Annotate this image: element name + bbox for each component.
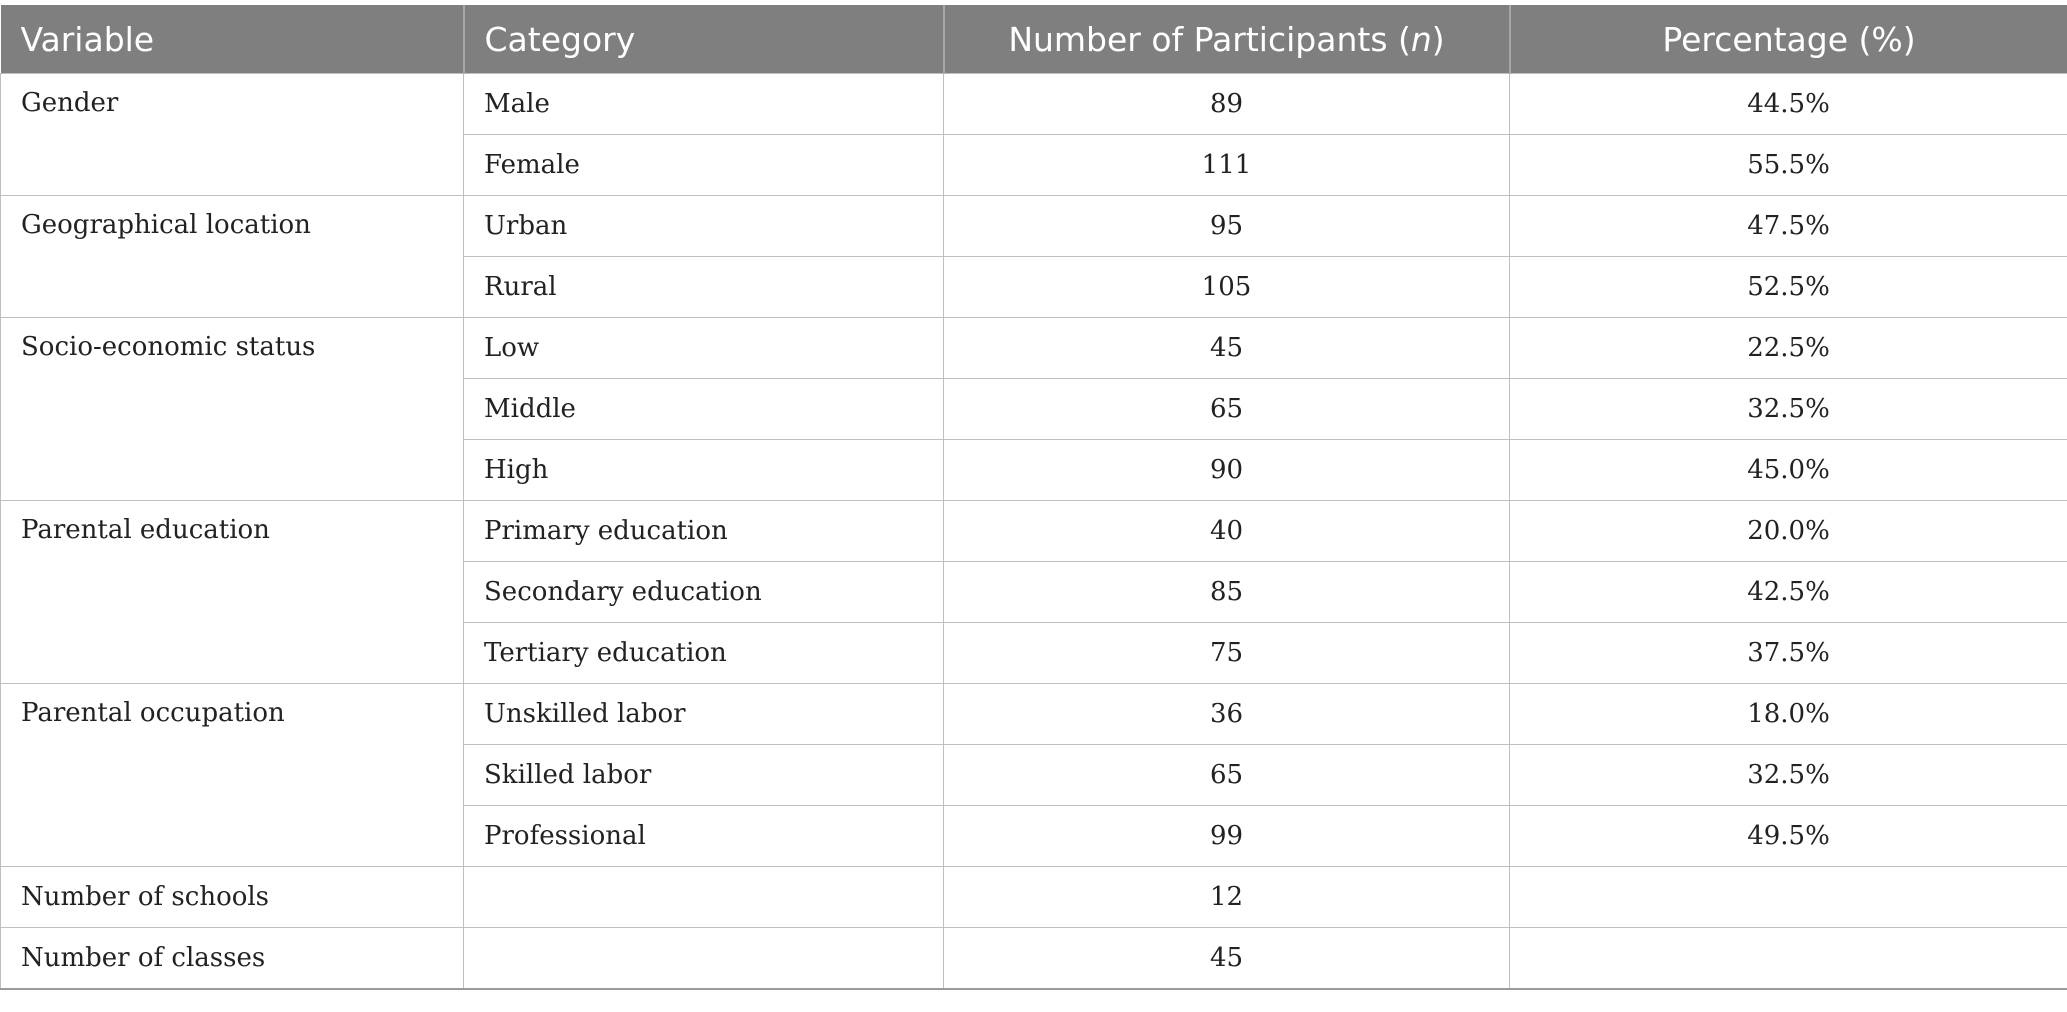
category-cell bbox=[464, 867, 944, 928]
percentage-cell: 22.5% bbox=[1510, 318, 2067, 379]
participants-cell: 45 bbox=[944, 928, 1510, 990]
table-row bbox=[1, 318, 2067, 379]
header-participants-prefix: Number of Participants ( bbox=[1008, 19, 1411, 59]
percentage-cell: 37.5% bbox=[1510, 623, 2067, 684]
participants-cell: 12 bbox=[944, 867, 1510, 928]
header-participants-suffix: ) bbox=[1431, 19, 1445, 59]
percentage-cell: 49.5% bbox=[1510, 806, 2067, 867]
percentage-cell: 55.5% bbox=[1510, 135, 2067, 196]
variable-cell: Gender bbox=[1, 74, 464, 196]
participants-cell: 75 bbox=[944, 623, 1510, 684]
participants-cell: 99 bbox=[944, 806, 1510, 867]
table-row bbox=[1, 501, 2067, 562]
percentage-cell: 20.0% bbox=[1510, 501, 2067, 562]
category-cell: Skilled labor bbox=[464, 745, 944, 806]
participants-cell: 65 bbox=[944, 379, 1510, 440]
percentage-cell: 44.5% bbox=[1510, 74, 2067, 135]
table-row bbox=[1, 74, 2067, 135]
demographics-table-container bbox=[0, 5, 2067, 990]
header-percentage: Percentage (%) bbox=[1510, 5, 2067, 74]
participants-cell: 89 bbox=[944, 74, 1510, 135]
percentage-cell: 45.0% bbox=[1510, 440, 2067, 501]
demographics-table bbox=[0, 5, 2067, 990]
category-cell: High bbox=[464, 440, 944, 501]
table-row bbox=[1, 684, 2067, 745]
participants-cell: 111 bbox=[944, 135, 1510, 196]
category-cell: Female bbox=[464, 135, 944, 196]
variable-cell: Socio-economic status bbox=[1, 318, 464, 501]
header-category: Category bbox=[464, 5, 944, 74]
category-cell: Primary education bbox=[464, 501, 944, 562]
table-header-row bbox=[1, 5, 2067, 74]
percentage-cell: 32.5% bbox=[1510, 745, 2067, 806]
percentage-cell: 42.5% bbox=[1510, 562, 2067, 623]
header-participants-n: n bbox=[1410, 19, 1432, 59]
category-cell: Professional bbox=[464, 806, 944, 867]
percentage-cell: 47.5% bbox=[1510, 196, 2067, 257]
category-cell bbox=[464, 928, 944, 990]
category-cell: Urban bbox=[464, 196, 944, 257]
percentage-cell: 18.0% bbox=[1510, 684, 2067, 745]
variable-cell: Geographical location bbox=[1, 196, 464, 318]
category-cell: Tertiary education bbox=[464, 623, 944, 684]
category-cell: Rural bbox=[464, 257, 944, 318]
table-row bbox=[1, 196, 2067, 257]
participants-cell: 85 bbox=[944, 562, 1510, 623]
participants-cell: 40 bbox=[944, 501, 1510, 562]
category-cell: Male bbox=[464, 74, 944, 135]
percentage-cell bbox=[1510, 928, 2067, 990]
percentage-cell: 32.5% bbox=[1510, 379, 2067, 440]
category-cell: Middle bbox=[464, 379, 944, 440]
variable-cell: Parental occupation bbox=[1, 684, 464, 867]
variable-cell: Number of classes bbox=[1, 928, 464, 990]
table-row bbox=[1, 867, 2067, 928]
percentage-cell bbox=[1510, 867, 2067, 928]
variable-cell: Parental education bbox=[1, 501, 464, 684]
category-cell: Secondary education bbox=[464, 562, 944, 623]
category-cell: Low bbox=[464, 318, 944, 379]
participants-cell: 90 bbox=[944, 440, 1510, 501]
participants-cell: 36 bbox=[944, 684, 1510, 745]
header-participants bbox=[944, 5, 1510, 74]
header-variable: Variable bbox=[1, 5, 464, 74]
participants-cell: 95 bbox=[944, 196, 1510, 257]
percentage-cell: 52.5% bbox=[1510, 257, 2067, 318]
variable-cell: Number of schools bbox=[1, 867, 464, 928]
table-row bbox=[1, 928, 2067, 990]
category-cell: Unskilled labor bbox=[464, 684, 944, 745]
participants-cell: 45 bbox=[944, 318, 1510, 379]
participants-cell: 105 bbox=[944, 257, 1510, 318]
participants-cell: 65 bbox=[944, 745, 1510, 806]
